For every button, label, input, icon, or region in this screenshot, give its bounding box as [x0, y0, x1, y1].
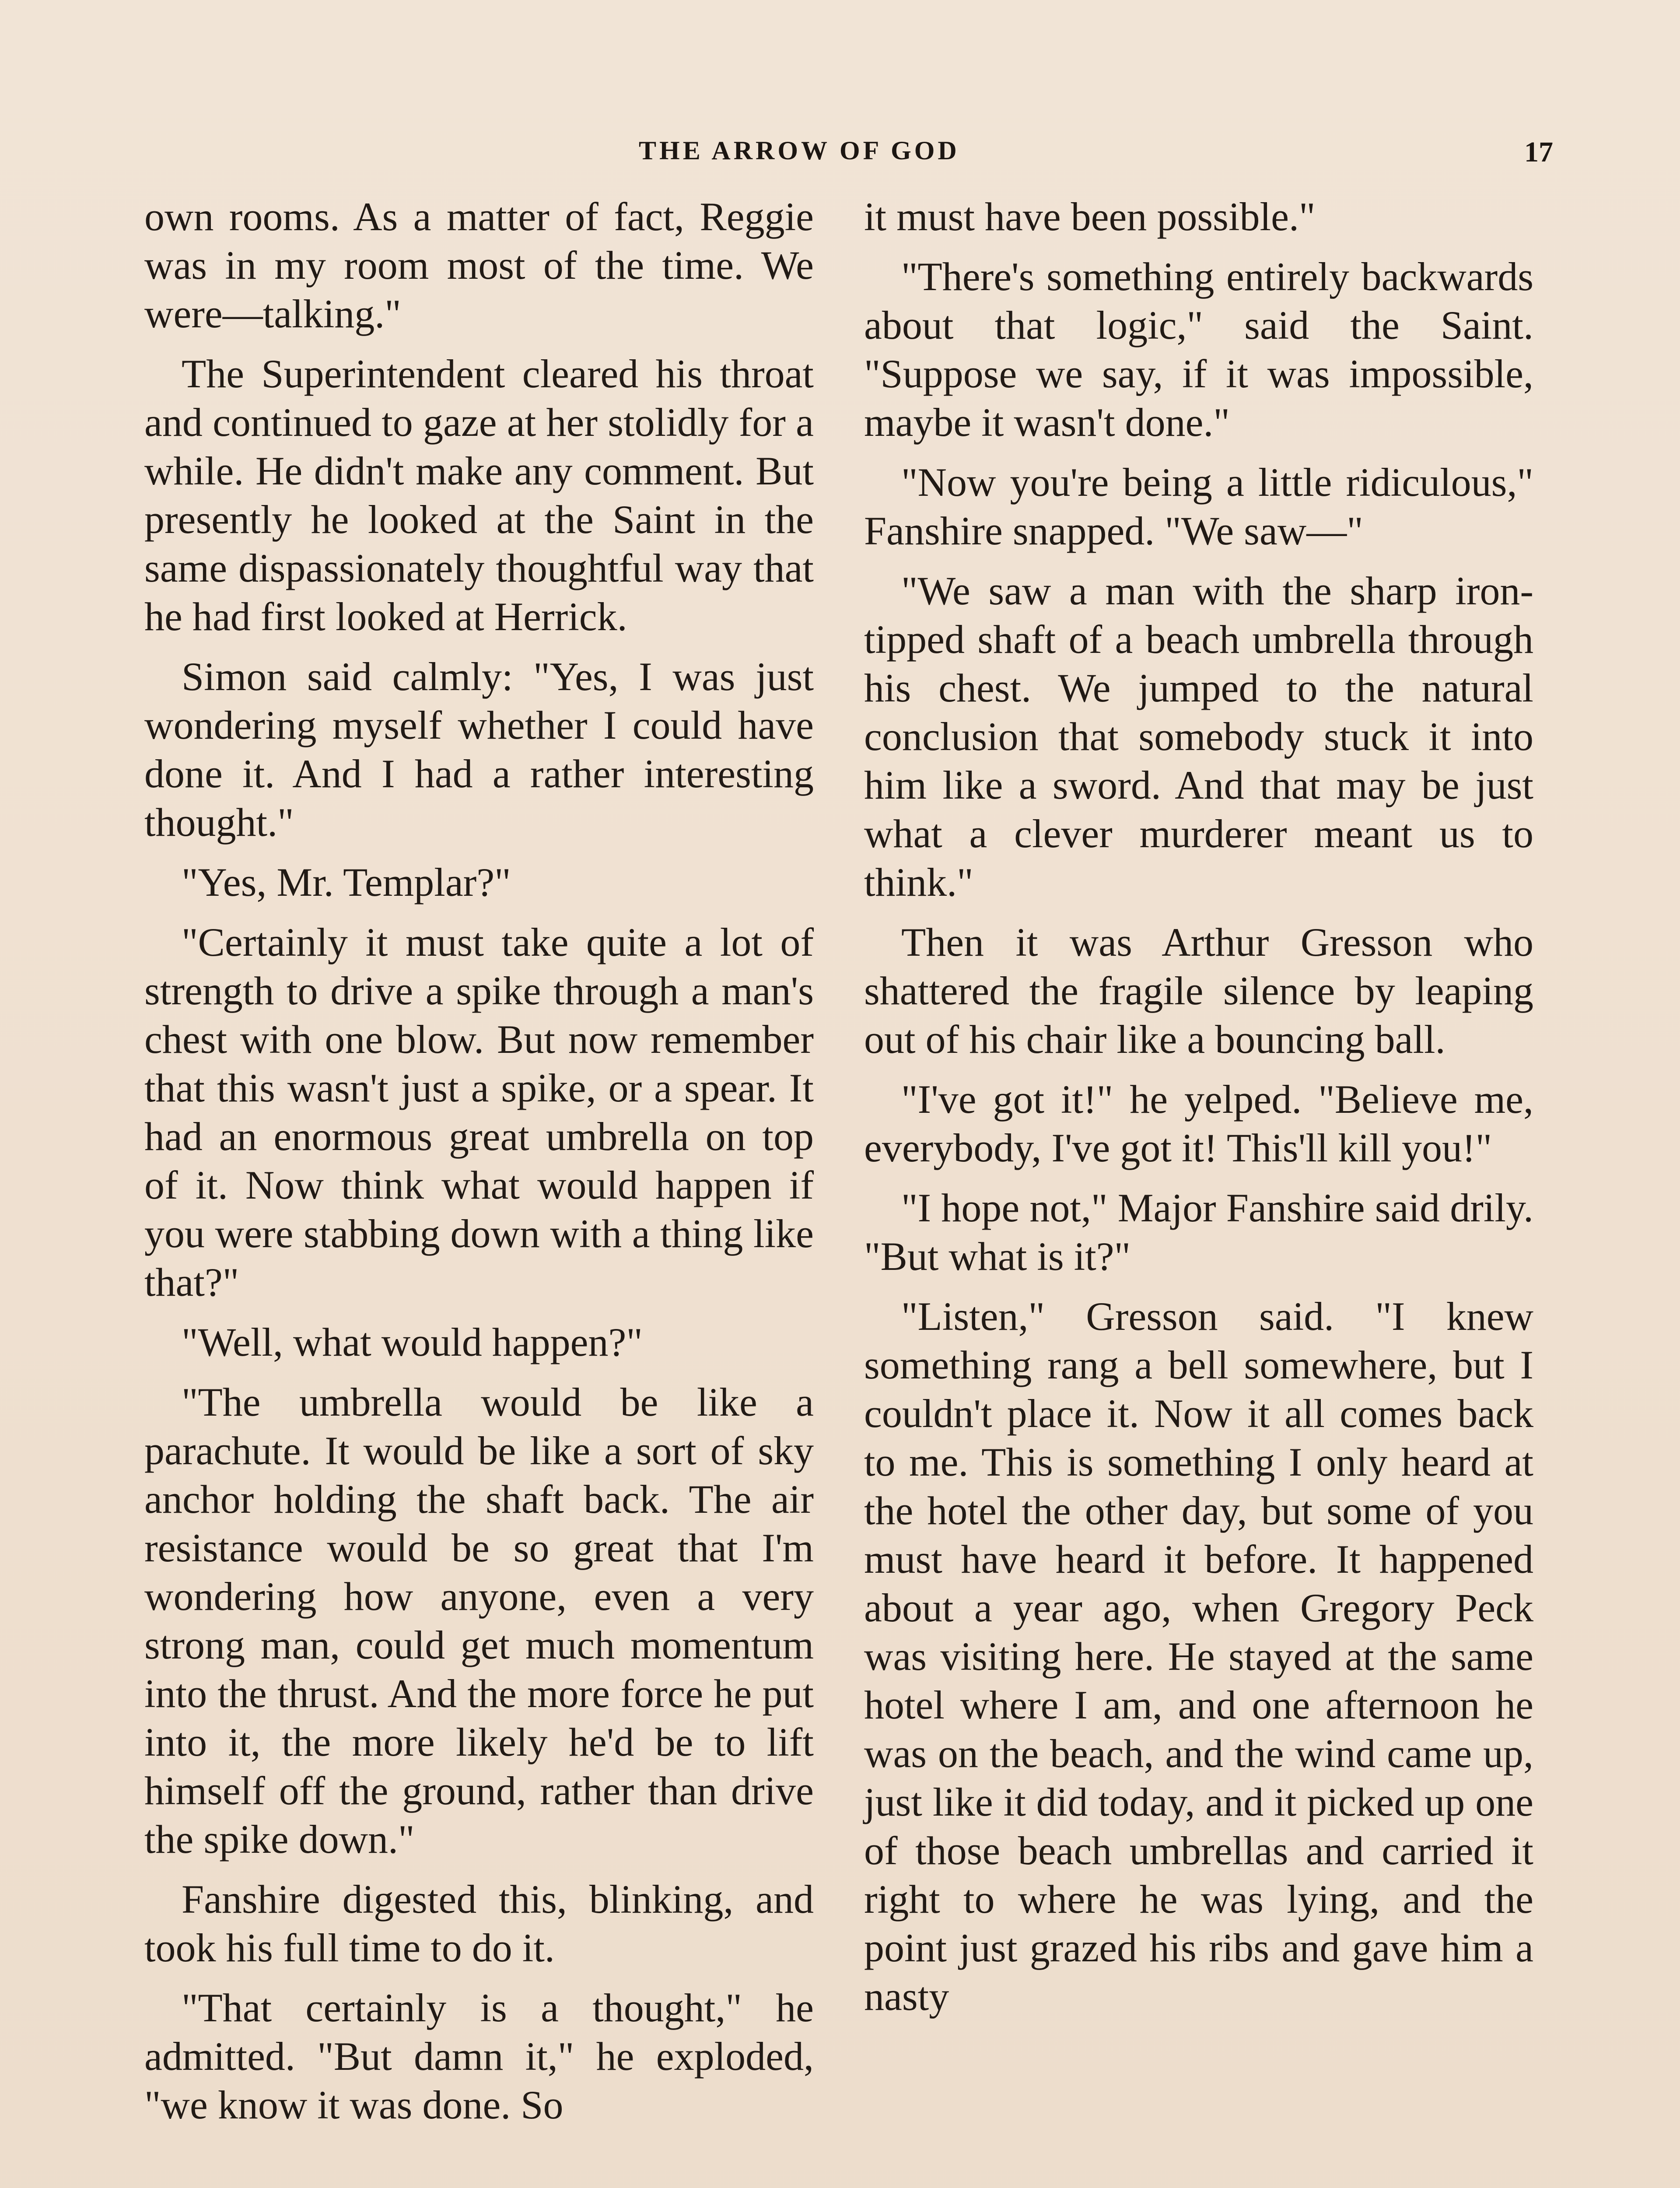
- paragraph: Simon said calmly: "Yes, I was just wondering myself whether I could have done it. And I had a rather interesting thought.": [144, 654, 814, 845]
- paragraph: "Listen," Gresson said. "I knew something rang a bell somewhere, but I couldn't place it. Now it all comes back to me. This is something I only heard at the hotel the other day, but some of you must have heard it before. It happened about a year ago, when Gregory Peck was visiting here. He stayed at the same hotel where I am, and one afternoon he was on the beach, and the wind came up, just like it did today, and it picked up one of those beach umbrellas and carried it right to where he was lying, and the point just grazed his ribs and gave him a nasty: [864, 1294, 1533, 2019]
- page-header: [144, 136, 1553, 175]
- paragraph: The Superintendent cleared his throat and continued to gaze at her stolidly for a while. He didn't make any comment. But presently he looked at the Saint in the same dispassionately thoughtful way that he had first looked at Herrick.: [144, 351, 814, 639]
- paragraph: "Well, what would happen?": [182, 1320, 643, 1364]
- page-number: 17: [1524, 136, 1553, 168]
- paragraph: "Certainly it must take quite a lot of strength to drive a spike through a man's chest with one blow. But now remember that this wasn't just a spike, or a spear. It had an enormous great umbrella on top of it. Now think what would happen if you were stabbing down with a thing like that?": [144, 920, 814, 1304]
- paragraph: Then it was Arthur Gresson who shattered the fragile silence by leaping out of his chair like a bouncing ball.: [864, 920, 1533, 1062]
- paragraph: "I hope not," Major Fanshire said drily. "But what is it?": [864, 1185, 1533, 1279]
- paragraph: Fanshire digested this, blinking, and took his full time to do it.: [144, 1877, 814, 1970]
- paragraph: it must have been possible.": [864, 194, 1316, 239]
- running-head: THE ARROW OF GOD: [639, 136, 960, 165]
- left-column: [144, 193, 814, 2141]
- paragraph: "There's something entirely backwards about that logic," said the Saint. "Suppose we say, if it was impossible, maybe it wasn't done.": [864, 254, 1533, 445]
- paragraph: "We saw a man with the sharp iron-tipped shaft of a beach umbrella through his chest. We jumped to the natural conclusion that somebody stuck it into him like a sword. And that may be just what a clever murderer meant us to think.": [864, 568, 1533, 905]
- paragraph: "Now you're being a little ridiculous," Fanshire snapped. "We saw—": [864, 460, 1533, 553]
- paragraph: "Yes, Mr. Templar?": [182, 860, 511, 905]
- paragraph: own rooms. As a matter of fact, Reggie was in my room most of the time. We were—talking.": [144, 194, 814, 336]
- paragraph: "The umbrella would be like a parachute. It would be like a sort of sky anchor holding the shaft back. The air resistance would be so great that I'm wondering how anyone, even a very strong man, could get much momentum into the thrust. And the more force he put into it, the more likely he'd be to lift himself off the ground, rather than drive the spike down.": [144, 1380, 814, 1862]
- paragraph: "That certainly is a thought," he admitted. "But damn it," he exploded, "we know it was done. So: [144, 1985, 814, 2127]
- paragraph: "I've got it!" he yelped. "Believe me, everybody, I've got it! This'll kill you!": [864, 1077, 1533, 1170]
- right-column: [864, 193, 1533, 2032]
